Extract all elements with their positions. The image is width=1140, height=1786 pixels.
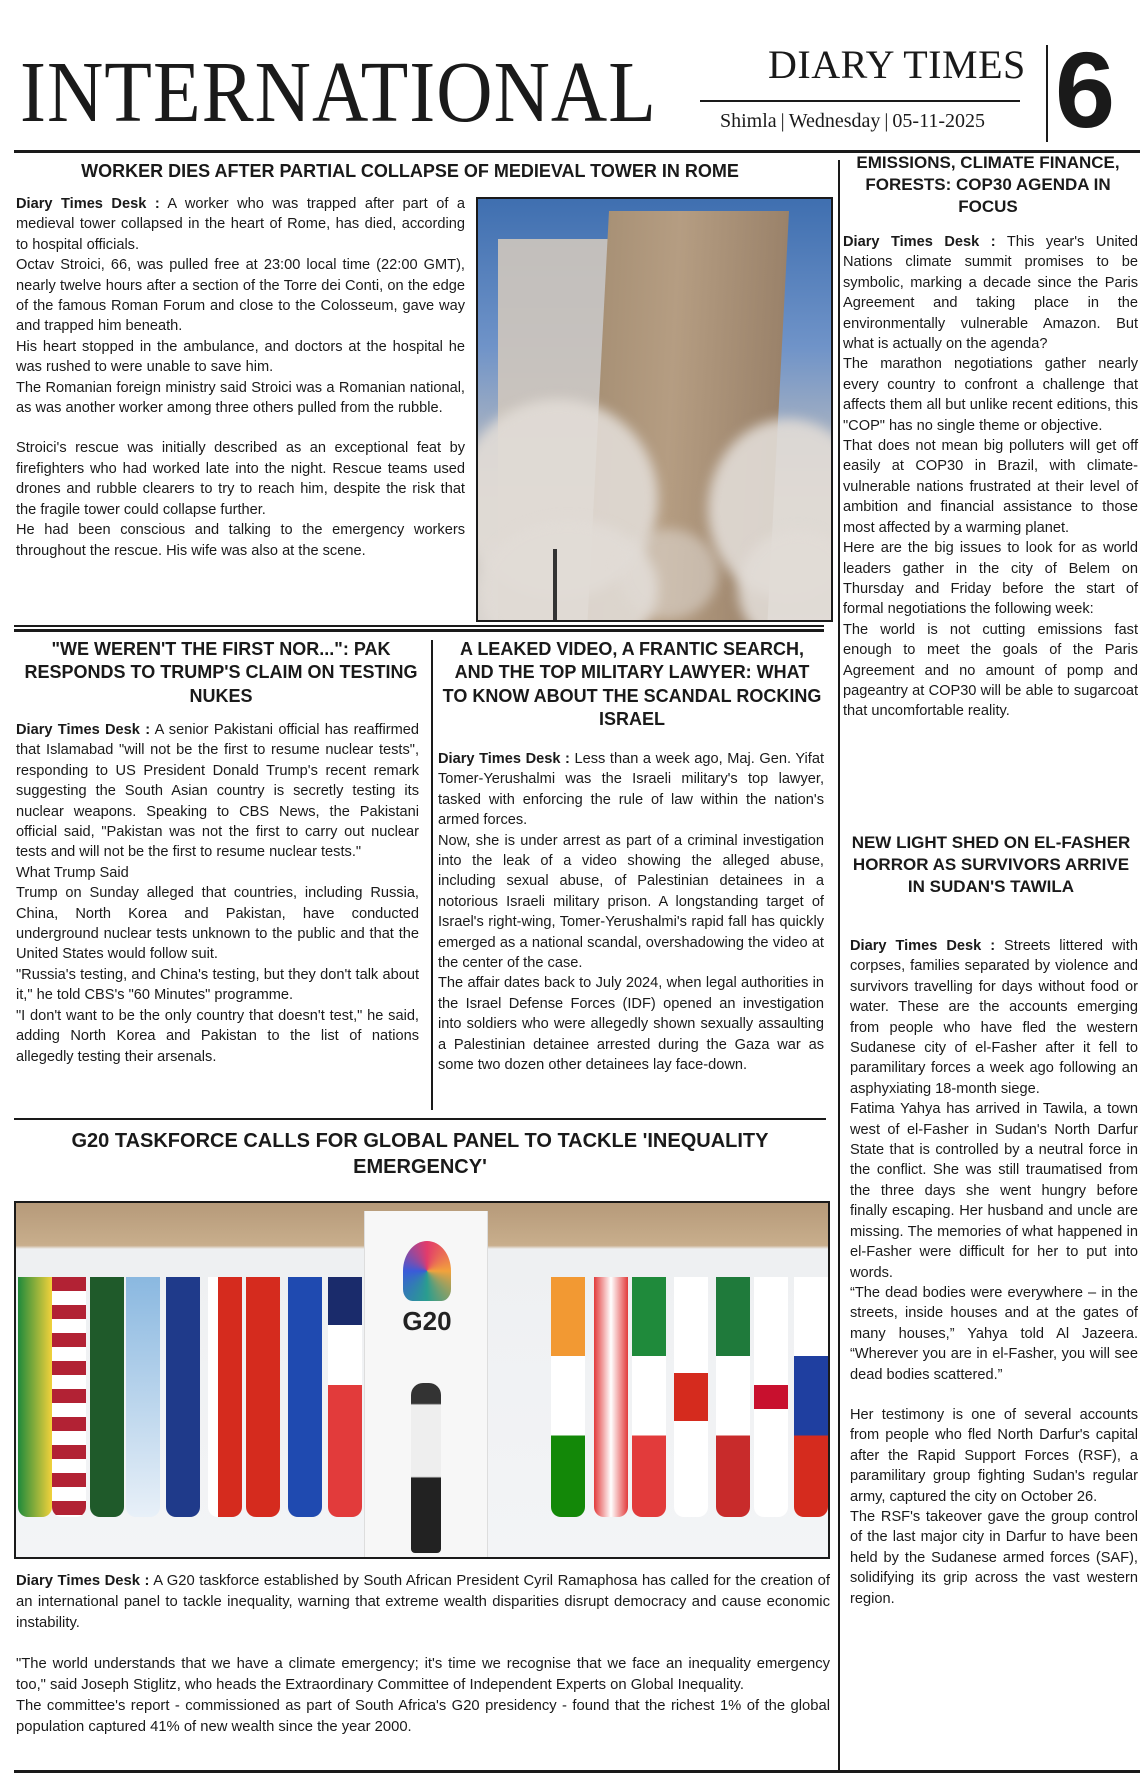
- byline: Diary Times Desk :: [438, 751, 570, 767]
- paragraph: Stroici's rescue was initially described as an exceptional feat by firefighters who had worked late into the night. Rescue teams used drones and rubble clearers to try to reach him, despite the risk that the fragile tower could collapse further.: [16, 440, 465, 518]
- paragraph: [16, 194, 465, 255]
- paragraph-text: A G20 taskforce established by South African President Cyril Ramaphosa has called for the creation of an international panel to tackle inequality, warning that extreme wealth disparities disrupt democracy and cause economic instability.: [16, 1573, 830, 1631]
- headline: A LEAKED VIDEO, A FRANTIC SEARCH, AND THE TOP MILITARY LAWYER: WHAT TO KNOW ABOUT THE SCANDAL ROCKING ISRAEL: [442, 639, 822, 730]
- paragraph: Now, she is under arrest as part of a criminal investigation into the leak of a video showing the alleged abuse, including sexual abuse, of Palestinian detainees in a notorious Israeli military prison. A longstanding target of Israel's right-wing, Tomer-Yerushalmi's rapid fall has quickly emerged as a national scandal, overshadowing the video at the center of the case.: [438, 832, 824, 972]
- paragraph: Trump on Sunday alleged that countries, including Russia, China, North Korea and Pakistan, have conducted underground nuclear tests unknown to the public and that the United States would follow suit.: [16, 885, 419, 963]
- byline: Diary Times Desk :: [16, 722, 151, 738]
- column-divider: [431, 640, 433, 1110]
- byline: Diary Times Desk :: [843, 234, 996, 250]
- paragraph: “The dead bodies were everywhere – in the streets, inside houses and at the gates of many houses,” Yahya told Al Jazeera. “Wherever you are in el-Fasher, you will see dead bodies scattered.”: [850, 1284, 1138, 1383]
- paragraph: The world is not cutting emissions fast enough to meet the goals of the Paris Agreement and no amount of pomp and pageantry at COP30 will be able to sugarcoat that uncomfortable reality.: [843, 621, 1138, 720]
- article-body: [16, 194, 465, 561]
- paragraph: [850, 936, 1138, 1099]
- paragraph: "Russia's testing, and China's testing, but they don't talk about it," he told CBS's "60 Minutes" programme.: [16, 966, 419, 1004]
- headline: "WE WEREN'T THE FIRST NOR...": PAK RESPONDS TO TRUMP'S CLAIM ON TESTING NUKES: [24, 639, 418, 706]
- article-body: [843, 232, 1138, 722]
- g20-flags-photo: [14, 1201, 830, 1559]
- street-lamp: [553, 549, 557, 622]
- dateline-separator: |: [780, 110, 785, 132]
- paragraph-text: A senior Pakistani official has reaffirmed that Islamabad "will not be the first to resume nuclear tests", responding to US President Donald Trump's recent remark suggesting the South Asian country is secretly testing its nuclear weapons. Speaking to CBS News, the Pakistani official said, "Pakistan was not the first to carry out nuclear tests and will not be the first to resume nuclear tests.": [16, 722, 419, 861]
- subheading: What Trump Said: [16, 864, 129, 881]
- paragraph: He had been conscious and talking to the emergency workers throughout the rescue. His wife was also at the scene.: [16, 522, 465, 559]
- paragraph: [16, 720, 419, 863]
- paragraph: Fatima Yahya has arrived in Tawila, a town west of el-Fasher in Sudan's North Darfur State that is controlled by a neutral force in the conflict. She was still traumatised from the three days she went hungry before finally escaping. Her husband and uncle are missing. The memories of what happened in el-Fasher were difficult for her to put into words.: [850, 1101, 1138, 1281]
- masthead: [0, 0, 1140, 155]
- paragraph: The RSF's takeover gave the group control of the last major city in Darfur to have been held by the Sudanese armed forces (SAF), solidifying its grip across the vast western region.: [850, 1508, 1138, 1607]
- brand-underline: [700, 100, 1020, 102]
- paragraph: Here are the big issues to look for as world leaders gather in the city of Belem on Thursday and Friday before the start of formal negotiations the following week:: [843, 540, 1138, 618]
- paragraph: The affair dates back to July 2024, when legal authorities in the Israel Defense Forces (IDF) opened an investigation into soldiers who were allegedly shown sexually assaulting a Palestinian detainee arrested during the Gaza war as some two dozen other detainees lay face-down.: [438, 975, 824, 1074]
- newspaper-brand: DIARY TIMES: [768, 42, 1026, 87]
- g20-logo-text: G20: [402, 1306, 452, 1336]
- headline: NEW LIGHT SHED ON EL-FASHER HORROR AS SURVIVORS ARRIVE IN SUDAN'S TAWILA: [851, 833, 1131, 897]
- paragraph: [16, 1571, 830, 1634]
- headline: G20 TASKFORCE CALLS FOR GLOBAL PANEL TO TACKLE 'INEQUALITY EMERGENCY': [71, 1130, 769, 1178]
- section-rule: [14, 1118, 826, 1120]
- article-body: [438, 749, 824, 1076]
- paragraph: His heart stopped in the ambulance, and doctors at the hospital he was rushed to were unable to save him.: [16, 338, 465, 376]
- paragraph: That does not mean big polluters will get off easily at COP30 in Brazil, with climate-vulnerable nations frustrated at their level of ambition and financial assistance to those most affected by a warming planet.: [843, 438, 1138, 536]
- paragraph: Octav Stroici, 66, was pulled free at 23:00 local time (22:00 GMT), nearly twelve hours after a section of the Torre dei Conti, on the edge of the famous Roman Forum and close to the Colosseum, gave way and trapped him beneath.: [16, 257, 465, 335]
- paragraph-text: A worker who was trapped after part of a medieval tower collapsed in the heart of Rome, has died, according to hospital officials.: [16, 196, 465, 253]
- paragraph: Her testimony is one of several accounts from people who fled North Darfur's capital after the Rapid Support Forces (RSF), a paramilitary group fighting Sudan's regular army, captured the city on October 26.: [850, 1406, 1138, 1505]
- byline: Diary Times Desk :: [850, 938, 996, 954]
- article-body: [850, 936, 1138, 1609]
- headline: WORKER DIES AFTER PARTIAL COLLAPSE OF MEDIEVAL TOWER IN ROME: [81, 161, 739, 181]
- article-body: [16, 720, 419, 1067]
- section-rule: [14, 625, 824, 632]
- byline: Diary Times Desk :: [16, 1573, 150, 1589]
- masthead-divider: [1046, 45, 1048, 142]
- dateline-city: Shimla: [720, 110, 777, 132]
- paragraph: The marathon negotiations gather nearly every country to confront a challenge that affects them all but unlike recent editions, this "COP" has no single theme or objective.: [843, 356, 1138, 434]
- page-number: 6: [1055, 29, 1116, 150]
- paragraph: "The world understands that we have a climate emergency; it's time we recognise that we face an inequality emergency too," said Joseph Stiglitz, who heads the Extraordinary Committee of Independent Experts on Global Inequality.: [16, 1656, 830, 1693]
- headline: EMISSIONS, CLIMATE FINANCE, FORESTS: COP30 AGENDA IN FOCUS: [856, 153, 1120, 217]
- paragraph-text: Streets littered with corpses, families separated by violence and survivors travelling for days without food or water. These are the accounts emerging from people who have fled the western Sudanese city of el-Fasher after it fell to paramilitary forces a week ago following an asphyxiating 18-month siege.: [850, 938, 1138, 1097]
- dateline-date: 05-11-2025: [892, 110, 985, 132]
- article-body: [16, 1571, 830, 1738]
- paragraph: "I don't want to be the only country that doesn't test," he said, adding North Korea and Pakistan to the list of nations allegedly testing their arsenals.: [16, 1007, 419, 1065]
- dateline-separator: |: [884, 110, 889, 132]
- paragraph: The Romanian foreign ministry said Stroici was a Romanian national, as was another worker among three others pulled from the rubble.: [16, 379, 465, 417]
- tower-collapse-photo: [476, 197, 833, 622]
- paragraph-text: This year's United Nations climate summit promises to be symbolic, marking a decade since the Paris Agreement and taking place in the environmentally vulnerable Amazon. But what is actually on the agenda?: [843, 234, 1138, 353]
- paragraph-text: Less than a week ago, Maj. Gen. Yifat Tomer-Yerushalmi was the Israeli military's top lawyer, tasked with enforcing the rule of law within the nation's armed forces.: [438, 751, 825, 829]
- paragraph: [438, 749, 824, 831]
- person-walking: [411, 1383, 441, 1553]
- footer-rule: [14, 1770, 1140, 1773]
- column-divider: [838, 160, 840, 1770]
- dateline: [720, 110, 985, 133]
- g20-logo-icon: [403, 1241, 451, 1301]
- paragraph: The committee's report - commissioned as part of South Africa's G20 presidency - found that the richest 1% of the global population captured 41% of new wealth since the year 2000.: [16, 1698, 830, 1735]
- byline: Diary Times Desk :: [16, 196, 160, 212]
- dateline-day: Wednesday: [788, 110, 881, 132]
- section-title: INTERNATIONAL: [20, 42, 657, 140]
- paragraph: [843, 232, 1138, 354]
